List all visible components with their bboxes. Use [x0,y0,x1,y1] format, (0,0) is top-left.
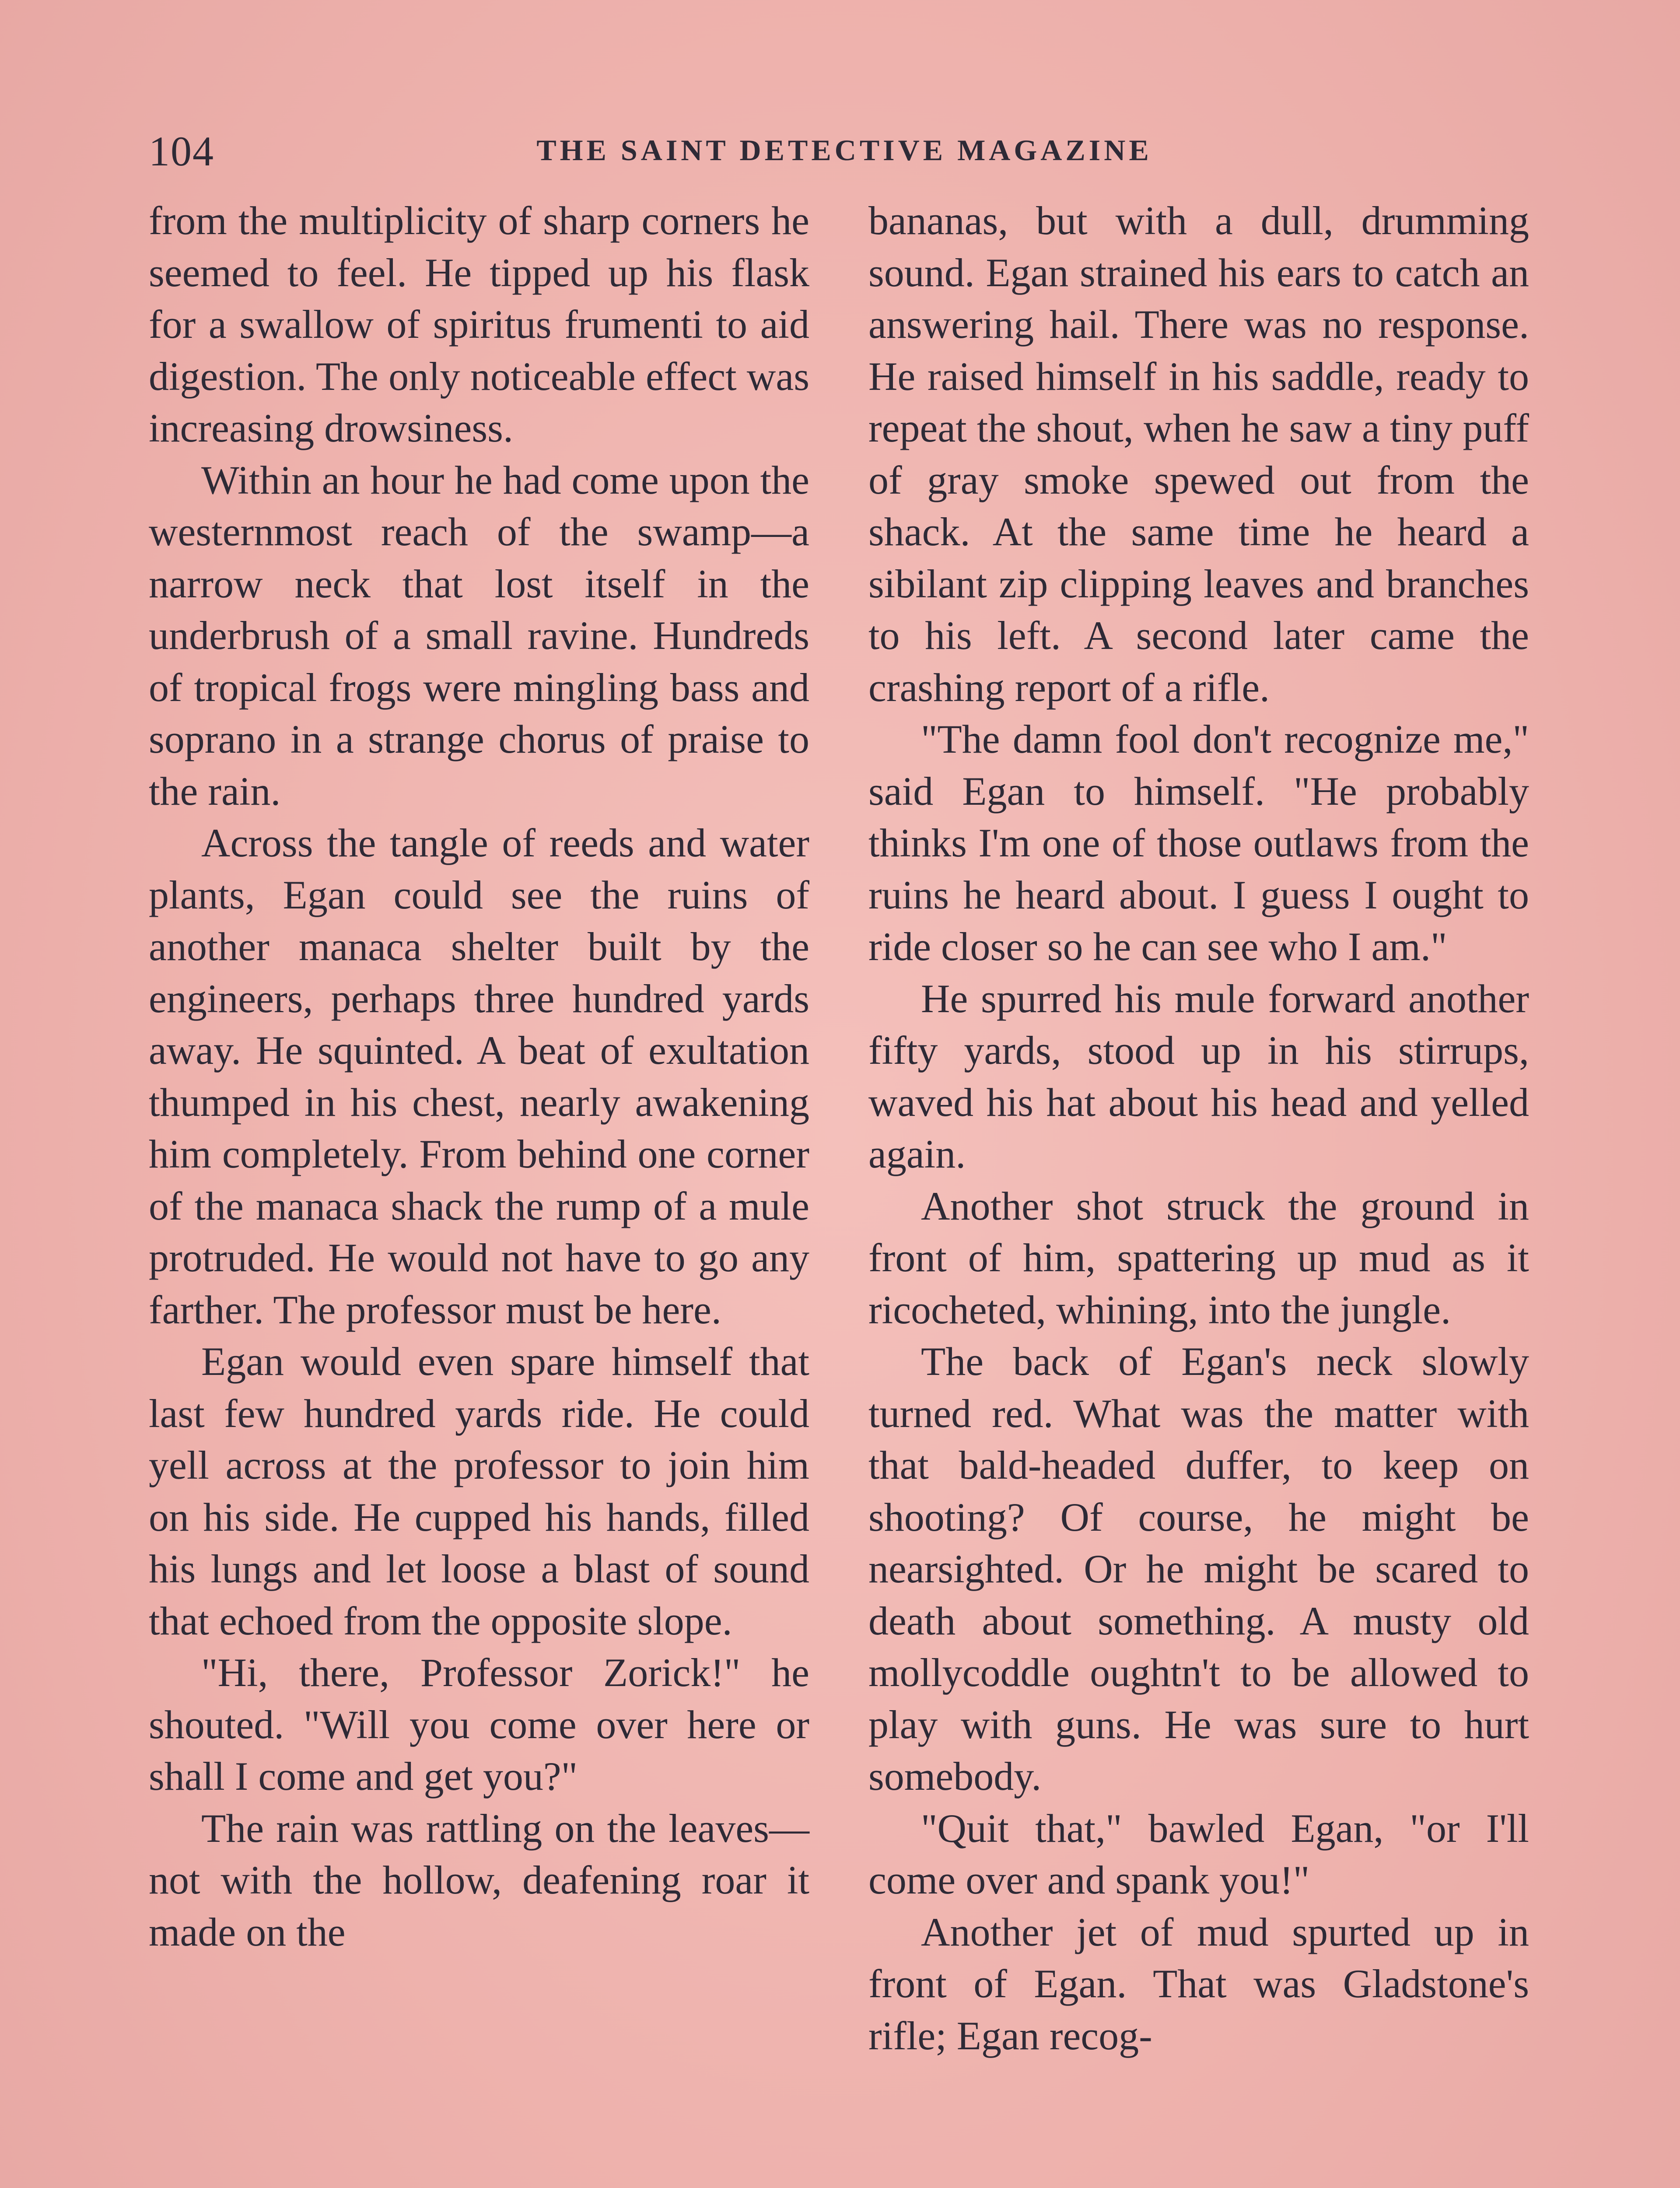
page-number: 104 [149,128,214,175]
paragraph: He spurred his mule forward another fifty yards, stood up in his stirrups, waved his hat about his head and yelled again. [868,976,1529,1176]
paragraph: from the multiplicity of sharp corners he seemed to feel. He tipped up his flask for a swallow of spiritus frumenti to aid digestion. The only noticeable effect was increasing drowsiness. [149,198,809,450]
paragraph: The rain was rattling on the leaves—not with the hollow, deafening roar it made on the [149,1806,809,1954]
paragraph: Another shot struck the ground in front of him, spattering up mud as it ricocheted, whining, into the jungle. [868,1183,1529,1332]
paragraph: "Quit that," bawled Egan, "or I'll come over and spank you!" [868,1806,1529,1902]
paragraph: "Hi, there, Professor Zorick!" he shouted. "Will you come over here or shall I come and get you?" [149,1650,809,1799]
paragraph: Within an hour he had come upon the westernmost reach of the swamp—a narrow neck that lost itself in the underbrush of a small ravine. Hundreds of tropical frogs were mingling bass and soprano in a strange chorus of praise to the rain. [149,457,809,813]
text-column-right [868,195,1529,2062]
paragraph: "The damn fool don't recognize me," said Egan to himself. "He probably thinks I'm one of those outlaws from the ruins he heard about. I guess I ought to ride closer so he can see who I am." [868,717,1529,969]
text-column-left [149,195,809,1958]
page-header [149,127,1540,179]
paragraph: Egan would even spare himself that last few hundred yards ride. He could yell across at the professor to join him on his side. He cupped his hands, filled his lungs and let loose a blast of sound that echoed from the opposite slope. [149,1339,809,1643]
running-title: THE SAINT DETECTIVE MAGAZINE [536,133,1152,167]
paragraph: Across the tangle of reeds and water plants, Egan could see the ruins of another manaca shelter built by the engineers, perhaps three hundred yards away. He squinted. A beat of exultation thumped in his chest, nearly awakening him completely. From behind one corner of the manaca shack the rump of a mule protruded. He would not have to go any farther. The professor must be here. [149,820,809,1332]
paragraph: The back of Egan's neck slowly turned red. What was the matter with that bald-headed duffer, to keep on shooting? Of course, he might be nearsighted. Or he might be scared to death about something. A musty old mollycoddle oughtn't to be allowed to play with guns. He was sure to hurt somebody. [868,1339,1529,1799]
paragraph: bananas, but with a dull, drumming sound. Egan strained his ears to catch an answering hail. There was no response. He raised himself in his saddle, ready to repeat the shout, when he saw a tiny puff of gray smoke spewed out from the shack. At the same time he heard a sibilant zip clipping leaves and branches to his left. A second later came the crashing report of a rifle. [868,198,1529,710]
paragraph: Another jet of mud spurted up in front of Egan. That was Gladstone's rifle; Egan recog- [868,1909,1529,2058]
